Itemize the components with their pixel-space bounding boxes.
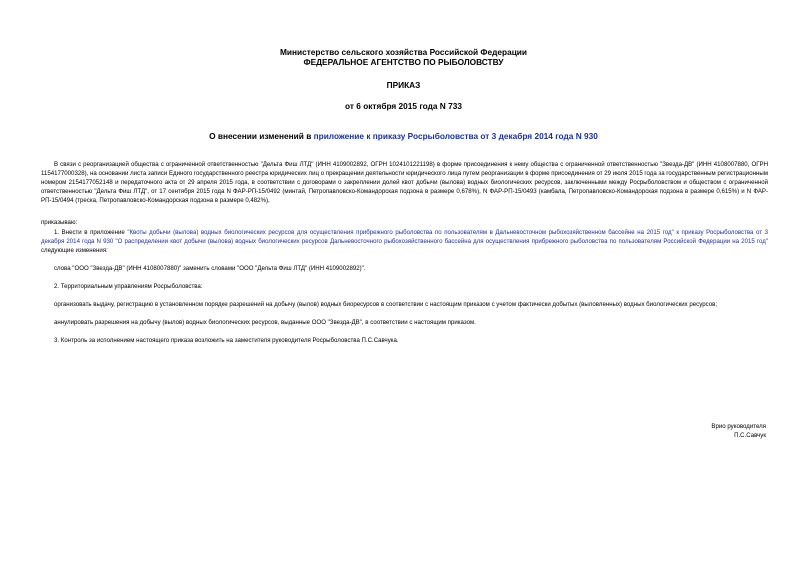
item-1-paragraph [41,228,768,255]
ministry-name: Министерство сельского хозяйства Российской Федерации [280,47,527,57]
doc-date-number: от 6 октября 2015 года N 733 [345,101,462,111]
replace-paragraph: слова "ООО "Звезда-ДВ" (ИНН 4108007880)" заменить словами "ООО "Дельта Фиш ЛТД" (ИНН 4109002892)". [54,264,366,272]
item-1-start: 1. Внести в приложение [54,228,128,236]
item-1-end: следующие изменения: [41,246,108,254]
item-2-paragraph: 2. Территориальным управлениям Росрыболовства: [54,282,203,290]
item-2a-paragraph: организовать выдачу, регистрацию в установленном порядке разрешений на добычу (вылов) водных биоресурсов в соответствии с настоящим приказом с учетом фактически добытых (выловленных) водных биологических ресурсов; [54,301,718,309]
document-body [41,160,768,345]
doc-title-prefix: О внесении изменений в [209,131,314,141]
item-1-link[interactable]: "Квоты добычи (вылова) водных биологических ресурсов для осуществления прибрежного рыболовства по пользователям в Дальневосточном рыбохозяйственном бассейне на 2015 год" к приказу Росрыболовства от 3 декабря 2014 года N 930 "О распределении квот добычи (вылова) водных биологических ресурсов Дальневосточного рыбохозяйственного бассейна для осуществления прибрежного рыболовства по пользователям Российской Федерации на 2015 год" [41,228,768,245]
agency-name: ФЕДЕРАЛЬНОЕ АГЕНТСТВО ПО РЫБОЛОВСТВУ [303,57,504,67]
doc-title [0,131,807,142]
item-2b-paragraph: аннулировать разрешения на добычу (вылов) водных биологических ресурсов, выданные ООО "Звезда-ДВ", в соответствии с настоящим приказом. [54,319,476,327]
item-3-paragraph: 3. Контроль за исполнением настоящего приказа возложить на заместителя руководителя Росрыболовства П.С.Савчука. [54,337,399,345]
signature-position: Врио руководителя [711,423,766,430]
preamble-paragraph: В связи с реорганизацией общества с ограниченной ответственностью "Дельта Фиш ЛТД" (ИНН 4109002892, ОГРН 1024101221198) в форме присоединения к нему общества с ограниченной ответственностью "Звезда-ДВ" (ИНН 4108007880, ОГРН 1154177000328), на основании листа записи Единого государственного реестра юридических лиц о прекращении деятельности юридического лица путем реорганизации в форме присоединения от 29 июля 2015 года за государственным регистрационным номером 2154177052148 и передаточного акта от 29 апреля 2015 года, в соответствии с договорами о закреплении долей квот добычи (вылова) водных биологических ресурсов, заключенными между Росрыболовством и обществом с ограниченной ответственностью "Дельта Фиш ЛТД", от 17 сентября 2015 года N ФАР-РП-15/0492 (минтай, Петропавловско-Командорская подзона в размере 0,678%), N ФАР-РП-15/0493 (камбала, Петропавловско-Командорская подзона в размере 0,615%) и N ФАР-РП-15/0494 (треска, Петропавловско-Командорская подзона в размере 0,482%), [41,161,768,205]
order-word: приказываю: [41,219,78,227]
doc-title-link[interactable]: приложение к приказу Росрыболовства от 3 декабря 2014 года N 930 [313,131,598,141]
doc-type: ПРИКАЗ [386,80,421,90]
signature-name: П.С.Савчук [734,432,766,439]
